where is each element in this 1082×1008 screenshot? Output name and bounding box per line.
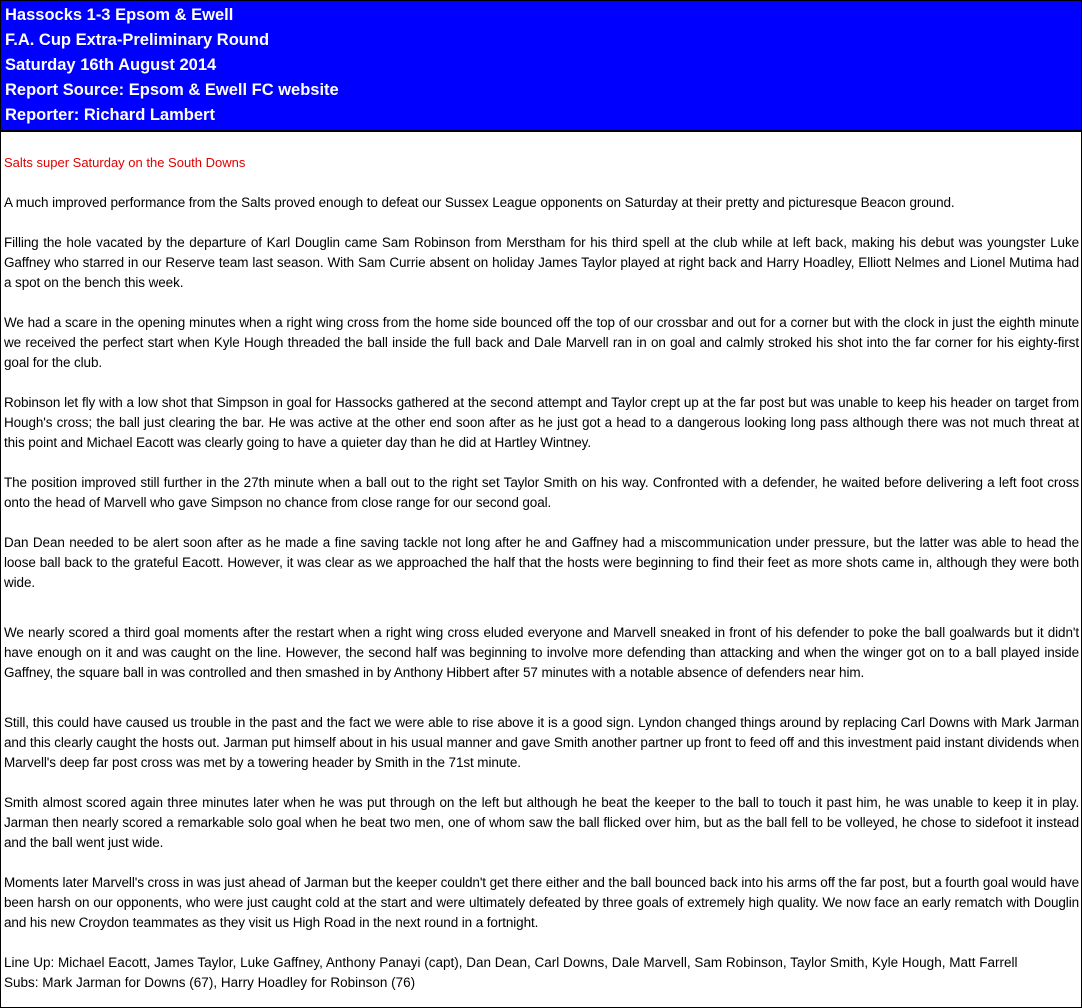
report-paragraph: We nearly scored a third goal moments after the restart when a right wing cross eluded everyone and Marvell sneaked in front of his defender to poke the ball goalwards but it didn't have enough on it and was caught on the line. However, the second half was beginning to involve more defending than attacking and when the winger got on to a ball played inside Gaffney, the square ball in was controlled and then smashed in by Anthony Hibbert after 57 minutes with a notable absence of defenders near him.	[4, 625, 1079, 680]
reporter-name: Reporter: Richard Lambert	[5, 106, 215, 124]
report-header	[1, 1, 1081, 132]
report-paragraph: Moments later Marvell's cross in was just ahead of Jarman but the keeper couldn't get there either and the ball bounced back into his arms off the far post, but a fourth goal would have been harsh on our opponents, who were just caught cold at the start and were ultimately defeated by three goals of extremely high quality. We now face an early rematch with Douglin and his new Croydon teammates as they visit us High Road in the next round in a fortnight.	[4, 875, 1079, 930]
report-paragraph: Filling the hole vacated by the departure of Karl Douglin came Sam Robinson from Merstham for his third spell at the club while at left back, making his debut was youngster Luke Gaffney who starred in our Reserve team last season. With Sam Currie absent on holiday James Taylor played at right back and Harry Hoadley, Elliott Nelmes and Lionel Mutima had a spot on the bench this week.	[4, 235, 1079, 290]
lineup-players: Line Up: Michael Eacott, James Taylor, Luke Gaffney, Anthony Panayi (capt), Dan Dean, Carl Downs, Dale Marvell, Sam Robinson, Taylor Smith, Kyle Hough, Matt Farrell	[4, 955, 1018, 970]
report-paragraph: Still, this could have caused us trouble in the past and the fact we were able to rise above it is a good sign. Lyndon changed things around by replacing Carl Downs with Mark Jarman and this clearly caught the hosts out. Jarman put himself about in his usual manner and gave Smith another partner up front to feed off and this investment paid instant dividends when Marvell's deep far post cross was met by a towering header by Smith in the 71st minute.	[4, 715, 1079, 770]
match-date: Saturday 16th August 2014	[5, 56, 217, 74]
report-paragraph: Robinson let fly with a low shot that Simpson in goal for Hassocks gathered at the second attempt and Taylor crept up at the far post but was unable to keep his header on target from Hough's cross; the ball just clearing the bar. He was active at the other end soon after as he just got a head to a dangerous looking long pass although there was not much threat at this point and Michael Eacott was clearly going to have a quieter day than he did at Hartley Wintney.	[4, 395, 1079, 450]
report-source: Report Source: Epsom & Ewell FC website	[5, 81, 339, 99]
report-body	[1, 153, 1081, 993]
team-lineup	[4, 953, 1079, 993]
report-headline: Salts super Saturday on the South Downs	[4, 155, 246, 170]
report-paragraph: A much improved performance from the Salts proved enough to defeat our Sussex League opponents on Saturday at their pretty and picturesque Beacon ground.	[4, 195, 955, 210]
report-paragraph: Dan Dean needed to be alert soon after as he made a fine saving tackle not long after he and Gaffney had a miscommunication under pressure, but the latter was able to head the loose ball back to the grateful Eacott. However, it was clear as we approached the half that the hosts were beginning to find their feet as more shots came in, although they were both wide.	[4, 535, 1079, 590]
lineup-subs: Subs: Mark Jarman for Downs (67), Harry Hoadley for Robinson (76)	[4, 975, 416, 990]
report-paragraph: Smith almost scored again three minutes later when he was put through on the left but although he beat the keeper to the ball to touch it past him, he was unable to keep it in play. Jarman then nearly scored a remarkable solo goal when he beat two men, one of whom saw the ball flicked over him, but as the ball fell to be volleyed, he chose to sidefoot it instead and the ball went just wide.	[4, 795, 1079, 850]
competition-name: F.A. Cup Extra-Preliminary Round	[5, 31, 270, 49]
report-paragraph: We had a scare in the opening minutes when a right wing cross from the home side bounced off the top of our crossbar and out for a corner but with the clock in just the eighth minute we received the perfect start when Kyle Hough threaded the ball inside the full back and Dale Marvell ran in on goal and calmly stroked his shot into the far corner for his eighty-first goal for the club.	[4, 315, 1079, 370]
report-paragraph: The position improved still further in the 27th minute when a ball out to the right set Taylor Smith on his way. Confronted with a defender, he waited before delivering a left foot cross onto the head of Marvell who gave Simpson no chance from close range for our second goal.	[4, 475, 1079, 510]
match-title: Hassocks 1-3 Epsom & Ewell	[5, 6, 234, 24]
